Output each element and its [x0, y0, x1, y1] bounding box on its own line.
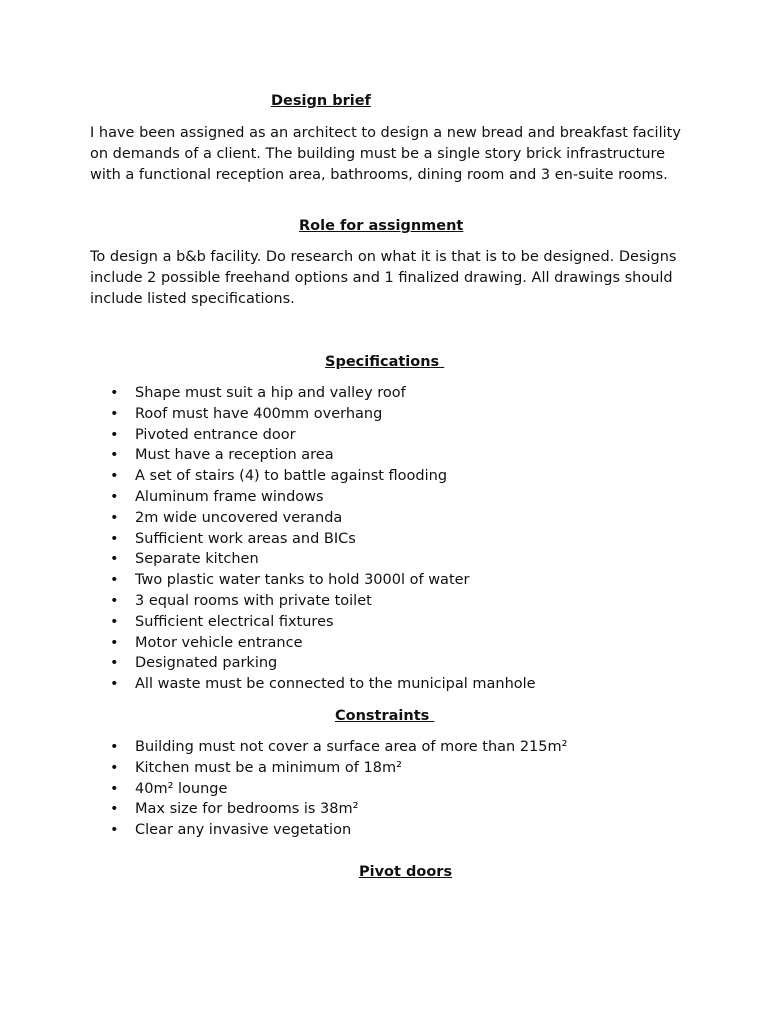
- bullet-icon: •: [110, 676, 119, 693]
- list-item-text: Roof must have 400mm overhang: [135, 405, 383, 422]
- constraints-heading: Constraints: [335, 708, 435, 724]
- list-item-text: 2m wide uncovered veranda: [135, 509, 343, 526]
- list-item-text: 3 equal rooms with private toilet: [135, 592, 372, 609]
- bullet-icon: •: [110, 634, 119, 651]
- list-item-text: Must have a reception area: [135, 447, 334, 464]
- list-item-text: Aluminum frame windows: [135, 488, 324, 505]
- design-brief-heading: Design brief: [271, 93, 371, 109]
- list-item-text: Kitchen must be a minimum of 18m²: [135, 759, 402, 776]
- list-item-text: A set of stairs (4) to battle against flooding: [135, 468, 448, 485]
- list-item-text: Clear any invasive vegetation: [135, 822, 352, 839]
- bullet-icon: •: [110, 426, 119, 443]
- list-item-text: Max size for bedrooms is 38m²: [135, 801, 359, 818]
- bullet-icon: •: [110, 613, 119, 630]
- list-item-text: Designated parking: [135, 655, 278, 672]
- role-paragraph: To design a b&b facility. Do research on what it is that is to be designed. Designs include 2 possible freehand options and 1 finalized drawing. All drawings should include listed specifications.: [90, 249, 677, 307]
- bullet-icon: •: [110, 592, 119, 609]
- bullet-icon: •: [110, 405, 119, 422]
- bullet-icon: •: [110, 530, 119, 547]
- list-item-text: Pivoted entrance door: [135, 426, 296, 443]
- list-item-text: Motor vehicle entrance: [135, 634, 303, 651]
- bullet-icon: •: [110, 759, 119, 776]
- intro-paragraph: I have been assigned as an architect to design a new bread and breakfast facility on demands of a client. The building must be a single story brick infrastructure with a functional reception area, bathrooms, dining room and 3 en-suite rooms.: [90, 125, 681, 183]
- bullet-icon: •: [110, 468, 119, 485]
- role-heading: Role for assignment: [299, 218, 464, 234]
- list-item-text: Sufficient electrical fixtures: [135, 613, 334, 630]
- specifications-heading: Specifications: [325, 354, 445, 370]
- list-item-text: Separate kitchen: [135, 551, 259, 568]
- list-item-text: Shape must suit a hip and valley roof: [135, 385, 406, 401]
- list-item-text: 40m² lounge: [135, 780, 228, 797]
- bullet-icon: •: [110, 551, 119, 568]
- list-item-text: Sufficient work areas and BICs: [135, 530, 356, 547]
- list-item-text: All waste must be connected to the municipal manhole: [135, 676, 536, 693]
- bullet-icon: •: [110, 488, 119, 505]
- bullet-icon: •: [110, 780, 119, 797]
- pivot-doors-heading: Pivot doors: [359, 864, 453, 880]
- bullet-icon: •: [110, 385, 119, 401]
- bullet-icon: •: [110, 655, 119, 672]
- bullet-icon: •: [110, 509, 119, 526]
- bullet-icon: •: [110, 739, 119, 755]
- bullet-icon: •: [110, 447, 119, 464]
- list-item-text: Two plastic water tanks to hold 3000l of water: [135, 572, 470, 589]
- list-item-text: Building must not cover a surface area of more than 215m²: [135, 739, 568, 755]
- bullet-icon: •: [110, 822, 119, 839]
- bullet-icon: •: [110, 572, 119, 589]
- bullet-icon: •: [110, 801, 119, 818]
